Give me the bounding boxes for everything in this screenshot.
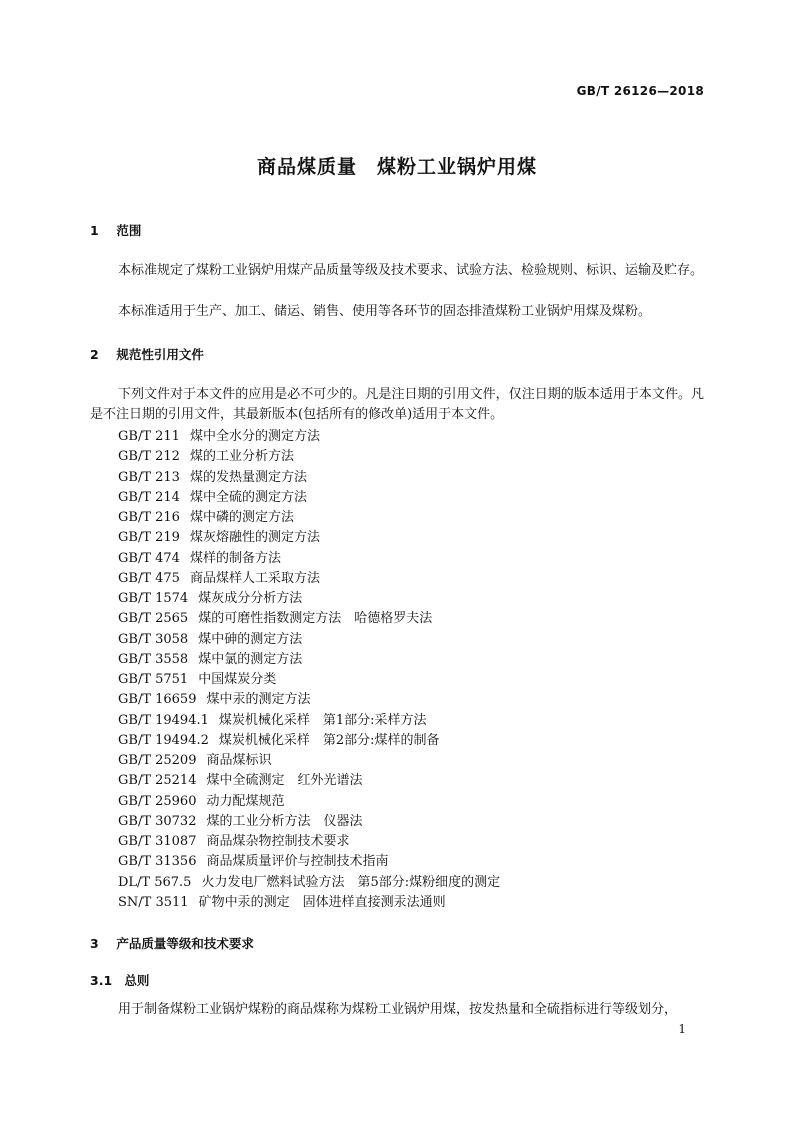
reference-item	[118, 670, 500, 690]
subsection-number: 3.1	[90, 973, 113, 988]
reference-code: GB/T 25214	[118, 773, 197, 789]
reference-title: 煤的可磨性指数测定方法 哈德格罗夫法	[198, 611, 433, 627]
reference-title: 煤的工业分析方法 仪器法	[206, 813, 363, 829]
reference-item	[118, 832, 500, 852]
section-title: 产品质量等级和技术要求	[116, 936, 254, 951]
reference-title: 商品煤样人工采取方法	[189, 570, 320, 586]
reference-item	[118, 731, 500, 751]
reference-item	[118, 873, 500, 893]
reference-code: GB/T 216	[118, 510, 180, 525]
reference-item	[118, 751, 500, 771]
scope-paragraph-2: 本标准适用于生产、加工、储运、销售、使用等各环节的固态排渣煤粉工业锅炉用煤及煤粉。	[118, 304, 652, 319]
reference-code: GB/T 474	[118, 550, 180, 566]
reference-title: 中国煤炭分类	[198, 672, 277, 687]
reference-item	[118, 792, 500, 812]
section-title: 规范性引用文件	[116, 347, 204, 362]
reference-item	[118, 852, 500, 872]
reference-item	[118, 488, 500, 508]
reference-title: 煤灰熔融性的测定方法	[189, 530, 320, 546]
document-title: 商品煤质量 煤粉工业锅炉用煤	[256, 156, 537, 178]
reference-code: DL/T 567.5	[118, 874, 192, 890]
reference-code: GB/T 214	[118, 489, 180, 505]
reference-title: 煤的发热量测定方法	[189, 469, 307, 485]
reference-code: GB/T 30732	[118, 813, 197, 829]
reference-title: 商品煤杂物控制技术要求	[206, 834, 350, 849]
reference-item	[118, 690, 500, 710]
reference-item	[118, 569, 500, 589]
section-heading-1	[90, 221, 141, 239]
reference-item	[118, 609, 500, 629]
general-paragraph: 用于制备煤粉工业锅炉煤粉的商品煤称为煤粉工业锅炉用煤，按发热量和全硫指标进行等级划分，	[118, 1002, 678, 1017]
reference-item	[118, 549, 500, 569]
reference-title: 煤中全水分的测定方法	[189, 429, 320, 444]
reference-title: 煤炭机械化采样 第1部分:采样方法	[218, 712, 427, 728]
section-heading-2	[90, 345, 204, 363]
subsection-heading-3-1	[90, 971, 149, 989]
reference-code: GB/T 213	[118, 469, 180, 485]
reference-code: GB/T 25209	[118, 753, 197, 768]
reference-item	[118, 711, 500, 731]
reference-item	[118, 427, 500, 447]
reference-code: GB/T 31087	[118, 834, 197, 849]
reference-title: 煤炭机械化采样 第2部分:煤样的制备	[218, 732, 440, 748]
reference-title: 火力发电厂燃料试验方法 第5部分:煤粉细度的测定	[201, 874, 501, 890]
reference-title: 矿物中汞的测定 固体进样直接测汞法通则	[198, 894, 446, 910]
standard-number: GB/T 26126—2018	[576, 84, 704, 98]
reference-code: GB/T 31356	[118, 854, 197, 870]
reference-item	[118, 650, 500, 670]
section-title: 范围	[116, 223, 142, 238]
reference-code: GB/T 212	[118, 449, 180, 465]
section-heading-3	[90, 934, 254, 952]
reference-code: GB/T 16659	[118, 692, 197, 708]
reference-item	[118, 812, 500, 832]
reference-code: GB/T 3558	[118, 651, 189, 667]
reference-title: 商品煤标识	[206, 753, 272, 768]
reference-code: GB/T 19494.1	[118, 712, 209, 728]
reference-code: GB/T 25960	[118, 793, 197, 809]
reference-title: 煤中磷的测定方法	[189, 510, 294, 525]
reference-item	[118, 528, 500, 548]
reference-list	[118, 427, 500, 913]
reference-item	[118, 508, 500, 528]
reference-title: 煤中砷的测定方法	[198, 631, 303, 647]
reference-item	[118, 447, 500, 467]
reference-item	[118, 771, 500, 791]
reference-item	[118, 468, 500, 488]
reference-code: GB/T 211	[118, 429, 180, 444]
reference-code: GB/T 5751	[118, 672, 189, 687]
section-number: 3	[90, 936, 99, 951]
page-number: 1	[678, 1022, 686, 1036]
reference-code: GB/T 219	[118, 530, 180, 546]
reference-code: GB/T 19494.2	[118, 732, 209, 748]
references-intro: 下列文件对于本文件的应用是必不可少的。凡是注日期的引用文件，仅注日期的版本适用于本文件。凡是不注日期的引用文件，其最新版本(包括所有的修改单)适用于本文件。	[90, 387, 704, 422]
section-number: 2	[90, 347, 99, 362]
reference-title: 煤中氯的测定方法	[198, 651, 303, 667]
reference-item	[118, 893, 500, 913]
reference-code: GB/T 2565	[118, 611, 189, 627]
reference-code: GB/T 1574	[118, 591, 189, 606]
reference-code: GB/T 475	[118, 570, 180, 586]
scope-paragraph-1: 本标准规定了煤粉工业锅炉用煤产品质量等级及技术要求、试验方法、检验规则、标识、运输及贮存。	[118, 263, 704, 278]
reference-title: 动力配煤规范	[206, 793, 285, 809]
reference-code: SN/T 3511	[118, 894, 189, 910]
reference-title: 煤中汞的测定方法	[206, 692, 311, 708]
section-number: 1	[90, 223, 99, 238]
reference-code: GB/T 3058	[118, 631, 189, 647]
subsection-title: 总则	[124, 973, 150, 988]
reference-item	[118, 630, 500, 650]
reference-title: 煤中全硫的测定方法	[189, 489, 307, 505]
reference-title: 商品煤质量评价与控制技术指南	[206, 854, 389, 870]
reference-title: 煤灰成分分析方法	[198, 591, 303, 606]
reference-item	[118, 589, 500, 609]
reference-title: 煤中全硫测定 红外光谱法	[206, 773, 363, 789]
reference-title: 煤样的制备方法	[189, 550, 281, 566]
reference-title: 煤的工业分析方法	[189, 449, 294, 465]
